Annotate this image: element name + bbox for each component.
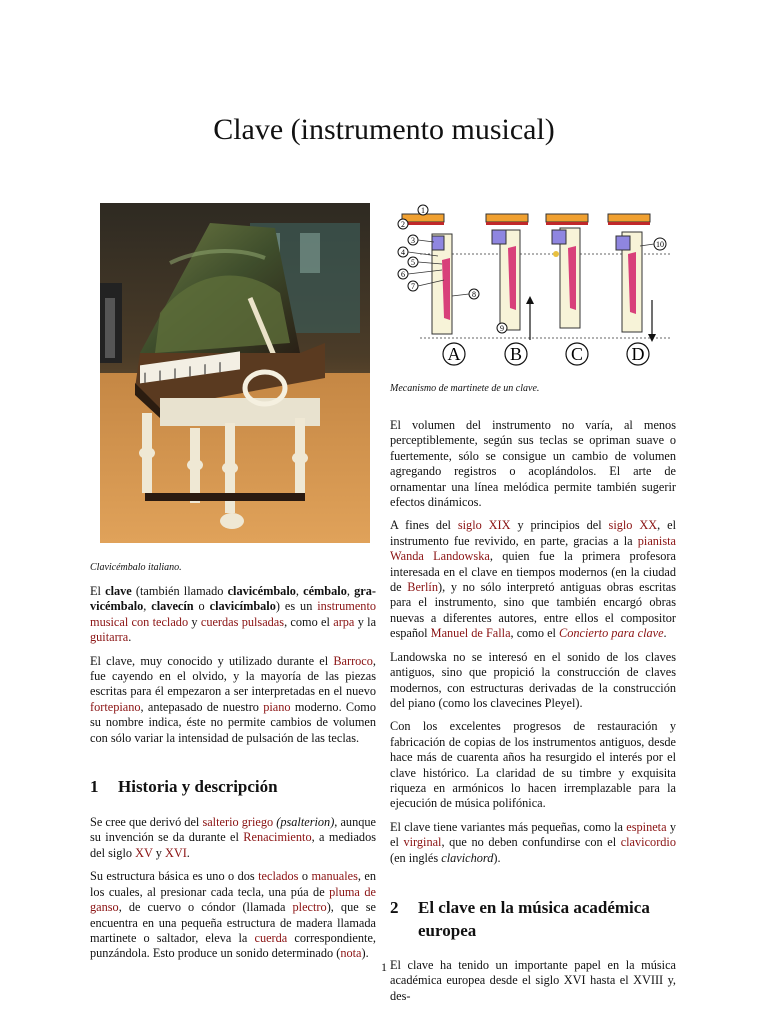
intro-paragraph-1: El clave (también llamado clavicémbalo, cémbalo, gravicémbalo, clavecín o clavicímbalo) es un instrumento musical con teclado y cuerdas pulsadas, como el arpa y la guitarra. xyxy=(90,584,377,645)
link-arpa[interactable]: arpa xyxy=(333,614,355,629)
stage-a-label: A xyxy=(447,344,461,364)
link-berlin[interactable]: Berlín xyxy=(407,580,439,595)
right-paragraph-2: A fines del siglo XIX y principios del siglo XX, el instrumento fue revivido, en parte, gracias a la pianista Wanda Landowska, quien fue la primera profesora interesada en el clave en tiempos modernos (en la ciudad de Berlín), y no sólo interpretó antiguas obras escritas para el instrumento, sino que también encargó obras nuevas a diferentes autores, entre ellos el compositor español Manuel de Falla, como el Concierto para clave. xyxy=(390,518,676,641)
link-pluma-de-ganso[interactable]: pluma de ganso xyxy=(90,884,376,915)
stage-c-label: C xyxy=(570,344,584,364)
link-manuales[interactable]: manuales xyxy=(311,869,358,884)
link-salterio-griego[interactable]: salterio griego xyxy=(202,815,274,830)
figure-caption-right: Mecanismo de martinete de un clave. xyxy=(390,383,540,394)
link-pianista[interactable]: pianista xyxy=(637,533,676,548)
link-concierto-para-clave[interactable]: Concierto para clave xyxy=(559,626,664,641)
link-cuerda[interactable]: cuerda xyxy=(254,930,288,945)
right-paragraph-3: Landowska no se interesó en el sonido de los claves antiguos, sino que propició la construcción de claves modernos, con estructuras derivadas de la construcción del piano (como los clavecines Pleyel). xyxy=(390,649,676,710)
callout-7: 7 xyxy=(411,282,415,291)
harpsichord-photo xyxy=(100,203,370,543)
right-paragraph-4: Con los excelentes progresos de restauración y fabricación de copias de los instrumentos antiguos, desde hace más de cuarenta años ha resurgido el interés por el clave histórico. La claridad de su timbre y exquisita riqueza en armónicos lo hacen irremplazable para la ejecución de música polifónica. xyxy=(390,719,676,811)
callout-1: 1 xyxy=(421,206,425,215)
callout-8: 8 xyxy=(472,290,476,299)
link-xv[interactable]: XV xyxy=(135,845,153,860)
right-paragraph-1: El volumen del instrumento no varía, al menos perceptiblemente, según sus teclas se opriman suave o fuertemente, sólo se consigue un cambio de volumen agregando registros o acoplándolos. El arte de ornamentar una línea melódica permite también sugerir efectos dinámicos. xyxy=(390,418,676,510)
section-1-paragraph-2: Su estructura básica es uno o dos teclados o manuales, en los cuales, al presionar cada tecla, una púa de pluma de ganso, de cuervo o cóndor (llamada plectro), que se encuentra en una pequeña estructura de madera llamada martinete o saltador, eleva la cuerda correspondiente, punzándola. Esto produce un sonido determinado (nota). xyxy=(90,869,377,961)
link-siglo-xx[interactable]: siglo XX xyxy=(608,518,658,533)
link-wanda-landowska[interactable]: Wanda Landowska xyxy=(390,549,490,564)
section-2-paragraph-1: El clave ha tenido un importante papel en la música académica europea desde el siglo XVI hasta el XVIII y, des- xyxy=(390,957,676,1003)
page-number: 1 xyxy=(381,960,387,974)
callout-9: 9 xyxy=(500,324,504,333)
link-cuerdas-pulsadas[interactable]: cuerdas pulsadas xyxy=(200,614,285,629)
stage-d-label: D xyxy=(631,344,645,364)
link-siglo-xix[interactable]: siglo XIX xyxy=(457,518,511,533)
section-2-heading: 2 El clave en la música académica europea xyxy=(390,897,650,940)
link-barroco[interactable]: Barroco xyxy=(333,653,373,668)
callout-6: 6 xyxy=(401,270,405,279)
left-column xyxy=(90,584,376,962)
link-virginal[interactable]: virginal xyxy=(403,835,442,850)
callout-5: 5 xyxy=(411,258,415,267)
section-1-paragraph-1: Se cree que derivó del salterio griego (psalterion), aunque su invención se da durante el Renacimiento, a mediados del siglo XV y XVI. xyxy=(90,815,377,860)
right-column xyxy=(390,418,676,1004)
link-guitarra[interactable]: guitarra xyxy=(90,630,129,645)
callout-3: 3 xyxy=(411,236,415,245)
callout-4: 4 xyxy=(401,248,405,257)
stage-b-label: B xyxy=(509,344,523,364)
link-plectro[interactable]: plectro xyxy=(292,900,327,915)
callout-10: 10 xyxy=(656,240,664,249)
link-instrumento-musical-con-teclado[interactable]: instrumento musical con teclado xyxy=(90,599,377,629)
link-nota[interactable]: nota xyxy=(340,946,362,961)
jack-mechanism-diagram xyxy=(390,200,680,370)
right-paragraph-5: El clave tiene variantes más pequeñas, como la espineta y el virginal, que no deben confundirse con el clavicordio (en inglés clavichord). xyxy=(390,819,676,865)
link-piano[interactable]: piano xyxy=(263,699,291,714)
link-renacimiento[interactable]: Renacimiento xyxy=(243,830,312,845)
link-manuel-de-falla[interactable]: Manuel de Falla xyxy=(430,626,511,641)
callout-2: 2 xyxy=(401,220,405,229)
figure-caption-left: Clavicémbalo italiano. xyxy=(90,562,182,573)
link-espineta[interactable]: espineta xyxy=(626,819,667,834)
link-fortepiano[interactable]: fortepiano xyxy=(90,699,141,714)
link-clavicordio[interactable]: clavicordio xyxy=(620,835,676,850)
link-teclados[interactable]: teclados xyxy=(258,869,299,884)
damper-bars xyxy=(402,214,650,225)
section-1-heading: 1 Historia y descripción xyxy=(90,777,278,797)
intro-paragraph-2: El clave, muy conocido y utilizado durante el Barroco, fue cayendo en el olvido, y la mayoría de las piezas escritas para él empezaron a ser interpretadas en el nuevo fortepiano, antepasado de nuestro piano moderno. Como su nombre indica, éste no permite cambios de volumen con sólo variar la intensidad de pulsación de las teclas. xyxy=(90,653,376,745)
link-xvi[interactable]: XVI xyxy=(164,845,187,860)
page-title: Clave (instrumento musical) xyxy=(213,113,555,146)
